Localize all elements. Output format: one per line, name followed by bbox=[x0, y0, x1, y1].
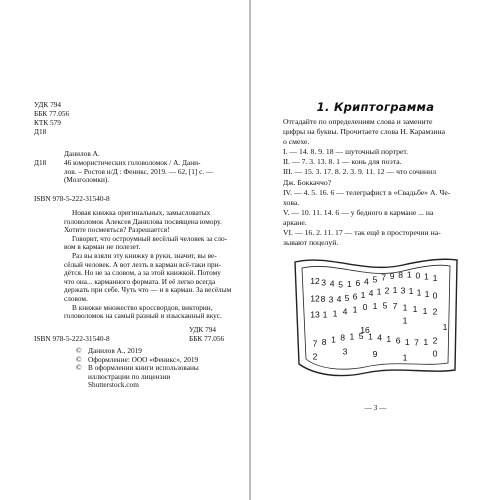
bbk-code-bottom: ББК 77.056 bbox=[189, 334, 225, 343]
bibliographic-record bbox=[64, 159, 213, 185]
flag-number: 7 bbox=[392, 300, 398, 311]
bib-line: (Мозголомки). bbox=[64, 175, 110, 185]
flag-number: 1 bbox=[424, 288, 430, 299]
flag-number: 1 bbox=[422, 305, 428, 316]
annotation-line: Говорит, что остроумный весёлый человек за сло- bbox=[72, 233, 228, 243]
right-page bbox=[251, 0, 500, 500]
annotation-line: Новая книжка оригинальных, замысловатых bbox=[72, 208, 211, 217]
flag-number: 1 bbox=[360, 289, 366, 300]
puzzle-line: I. — 14. 8. 9. 18 — шуточный портрет. bbox=[283, 147, 409, 157]
flag-number: 5 bbox=[358, 330, 364, 341]
flag-number: 16 bbox=[360, 324, 370, 335]
flag-number: 7 bbox=[381, 272, 386, 283]
annotation bbox=[64, 208, 232, 321]
annotation-line: что она... карманного формата. И её легко всегда bbox=[64, 276, 216, 286]
flag-number: 4 bbox=[342, 306, 348, 317]
author-mark-side: Д18 bbox=[34, 158, 47, 167]
copyright-line: В оформлении книги использованы bbox=[88, 363, 199, 373]
flag-number: 4 bbox=[368, 288, 374, 299]
flag-number: 1 bbox=[402, 352, 408, 363]
flag-number: 7 bbox=[312, 338, 318, 349]
flag-number: 1 bbox=[332, 308, 338, 319]
puzzle-line: аркане. bbox=[283, 217, 307, 227]
flag-number: 12 bbox=[310, 276, 320, 286]
udk-code-bottom: УДК 794 bbox=[189, 325, 217, 334]
annotation-line: вом в карман не полезет. bbox=[64, 242, 141, 252]
copyright-entry bbox=[76, 364, 199, 390]
flag-number: 3 bbox=[342, 346, 348, 357]
annotation-line: словом. bbox=[64, 293, 88, 303]
flag-number: 2 bbox=[432, 306, 438, 317]
annotation-line: головоломок Алексея Данилова посвящена юмору. bbox=[64, 216, 222, 226]
bib-line: 46 юмористических головоломок / А. Дани- bbox=[64, 158, 201, 167]
annotation-line: дётся. Но не за словом, а за этой книжкой. Потому bbox=[64, 268, 221, 278]
flag-number: 1 bbox=[408, 286, 414, 297]
puzzle-line: V. — 10. 11. 14. 6 — у бедного в кармане ... на bbox=[283, 207, 434, 217]
flag-number: 1 bbox=[372, 300, 378, 311]
flag-number: 1 bbox=[352, 304, 358, 315]
flag-number: 1 bbox=[349, 331, 355, 342]
puzzle-title: 1. Криптограмма bbox=[316, 100, 435, 114]
left-page bbox=[0, 0, 249, 500]
puzzle-line: II. — 7. 3. 13. 8. 1 — конь для поэта. bbox=[283, 157, 402, 167]
flag-number: 1 bbox=[412, 304, 418, 315]
flag-number: 5 bbox=[338, 279, 344, 290]
udk-code: УДК 794 bbox=[34, 100, 62, 109]
flag-number: 2 bbox=[384, 285, 390, 296]
copyright-symbol: © bbox=[76, 346, 82, 355]
annotation-line: держать при себе. Чуть что — и в карман. За весёлым bbox=[64, 285, 232, 295]
copyright-line: Данилов А., 2019 bbox=[88, 346, 142, 355]
annotation-line: сёлый человек. А вот лезть в карман всё-таки при- bbox=[64, 259, 222, 269]
annotation-line: Раз вы взяли эту книжку в руки, значит, вы ве- bbox=[72, 250, 217, 260]
flag-number: 1 bbox=[404, 336, 410, 347]
author-mark: Д18 bbox=[34, 127, 47, 136]
flag-number: 1 bbox=[402, 315, 408, 326]
flag-number: 1 bbox=[442, 321, 448, 332]
puzzle-line: зывают поцелуй. bbox=[283, 238, 339, 248]
copyright-line: иллюстрации по лицензии bbox=[88, 371, 171, 381]
flag-number: 4 bbox=[336, 294, 342, 305]
puzzle-line: III. — 15. 3. 17. 8. 2. 3. 9. 11. 12 — что сочинил bbox=[283, 167, 437, 177]
flag-number: 1 bbox=[406, 269, 412, 280]
annotation-line: В книжке множество кроссвордов, викторин, bbox=[72, 302, 213, 312]
flag-number: 0 bbox=[432, 290, 438, 301]
annotation-line: Хотите посмеяться? Разрешается! bbox=[64, 225, 170, 235]
flag-number: 0 bbox=[432, 348, 438, 359]
isbn-bottom: ISBN 978-5-222-31540-8 bbox=[34, 334, 110, 343]
puzzle-line: Отгадайте по определениям слова и замените bbox=[283, 117, 433, 126]
puzzle-line: IV. — 4. 5. 16. 6 — телеграфист в «Свадьбе» А. Че- bbox=[283, 187, 451, 197]
flag-number: 1 bbox=[416, 287, 422, 298]
flag-number: 8 bbox=[320, 294, 326, 305]
puzzle-text bbox=[283, 117, 473, 248]
flag-number: 2 bbox=[432, 335, 438, 346]
copyright-symbol: © bbox=[76, 354, 82, 364]
flag-number: 6 bbox=[355, 278, 361, 289]
flag-number: 0 bbox=[362, 302, 368, 313]
flag-number: 3 bbox=[321, 277, 326, 288]
flag-number: 4 bbox=[377, 332, 382, 343]
flag-illustration bbox=[285, 256, 465, 380]
flag-number: 8 bbox=[398, 270, 404, 280]
copyright-line: Shutterstock.com bbox=[88, 380, 139, 390]
bib-line: лов. – Ростов н/Д : Феникс, 2019. — 62, [1] с. — bbox=[64, 166, 214, 176]
flag-number: 5 bbox=[344, 293, 350, 304]
flag-number: 9 bbox=[389, 270, 395, 281]
puzzle-line: VI. — 16. 2. 11. 17 — так ещё в просторечии на- bbox=[283, 228, 441, 238]
flag-number: 2 bbox=[312, 351, 318, 362]
ktk-code: КТК 579 bbox=[34, 118, 61, 127]
flag-number: 5 bbox=[382, 300, 388, 311]
flag-number: 1 bbox=[392, 285, 398, 295]
flag-number: 4 bbox=[364, 276, 369, 287]
flag-number: 1 bbox=[376, 286, 382, 297]
flag-number: 6 bbox=[352, 291, 358, 302]
puzzle-line: Дж. Боккаччо? bbox=[283, 177, 332, 187]
flag-number: 0 bbox=[415, 270, 421, 281]
flag-number: 1 bbox=[322, 309, 328, 320]
flag-number: 5 bbox=[372, 274, 378, 285]
puzzle-line: цифры на буквы. Прочитаете слова Н. Карамзина bbox=[283, 127, 445, 137]
flag-number: 1 bbox=[402, 302, 408, 313]
flag-number: 3 bbox=[328, 294, 334, 305]
flag-number: 3 bbox=[400, 285, 406, 296]
author-name: Данилов А. bbox=[64, 149, 100, 158]
annotation-line: головоломок на самый разный и изысканный вкус. bbox=[64, 311, 222, 321]
flag-number: 1 bbox=[423, 337, 429, 347]
page-number: — 3 — bbox=[364, 403, 387, 412]
bbk-code: ББК 77.056 bbox=[34, 109, 70, 118]
flag-number: 1 bbox=[432, 273, 438, 283]
flag-number: 9 bbox=[372, 348, 378, 359]
flag-number: 7 bbox=[414, 337, 419, 348]
puzzle-line: хова. bbox=[283, 197, 300, 207]
flag-number: 8 bbox=[321, 336, 327, 347]
flag-number: 6 bbox=[395, 335, 401, 346]
flag-number: 12 bbox=[310, 293, 320, 304]
flag-number: 4 bbox=[329, 278, 335, 289]
flag-number: 13 bbox=[310, 309, 320, 320]
flag-number: 1 bbox=[424, 271, 429, 282]
puzzle-line: о смехе. bbox=[283, 137, 310, 147]
flag-number: 1 bbox=[346, 279, 352, 289]
copyright-line: Оформление: ООО «Феникс», 2019 bbox=[88, 354, 199, 364]
flag-number: 8 bbox=[340, 332, 346, 343]
flag-number: 1 bbox=[386, 334, 392, 345]
flag-number: 1 bbox=[331, 334, 336, 345]
flag-number: 1 bbox=[368, 331, 373, 342]
copyright-symbol: © bbox=[76, 363, 82, 373]
copyright-block bbox=[76, 347, 199, 390]
isbn-top: ISBN 978-5-222-31540-8 bbox=[34, 194, 110, 203]
